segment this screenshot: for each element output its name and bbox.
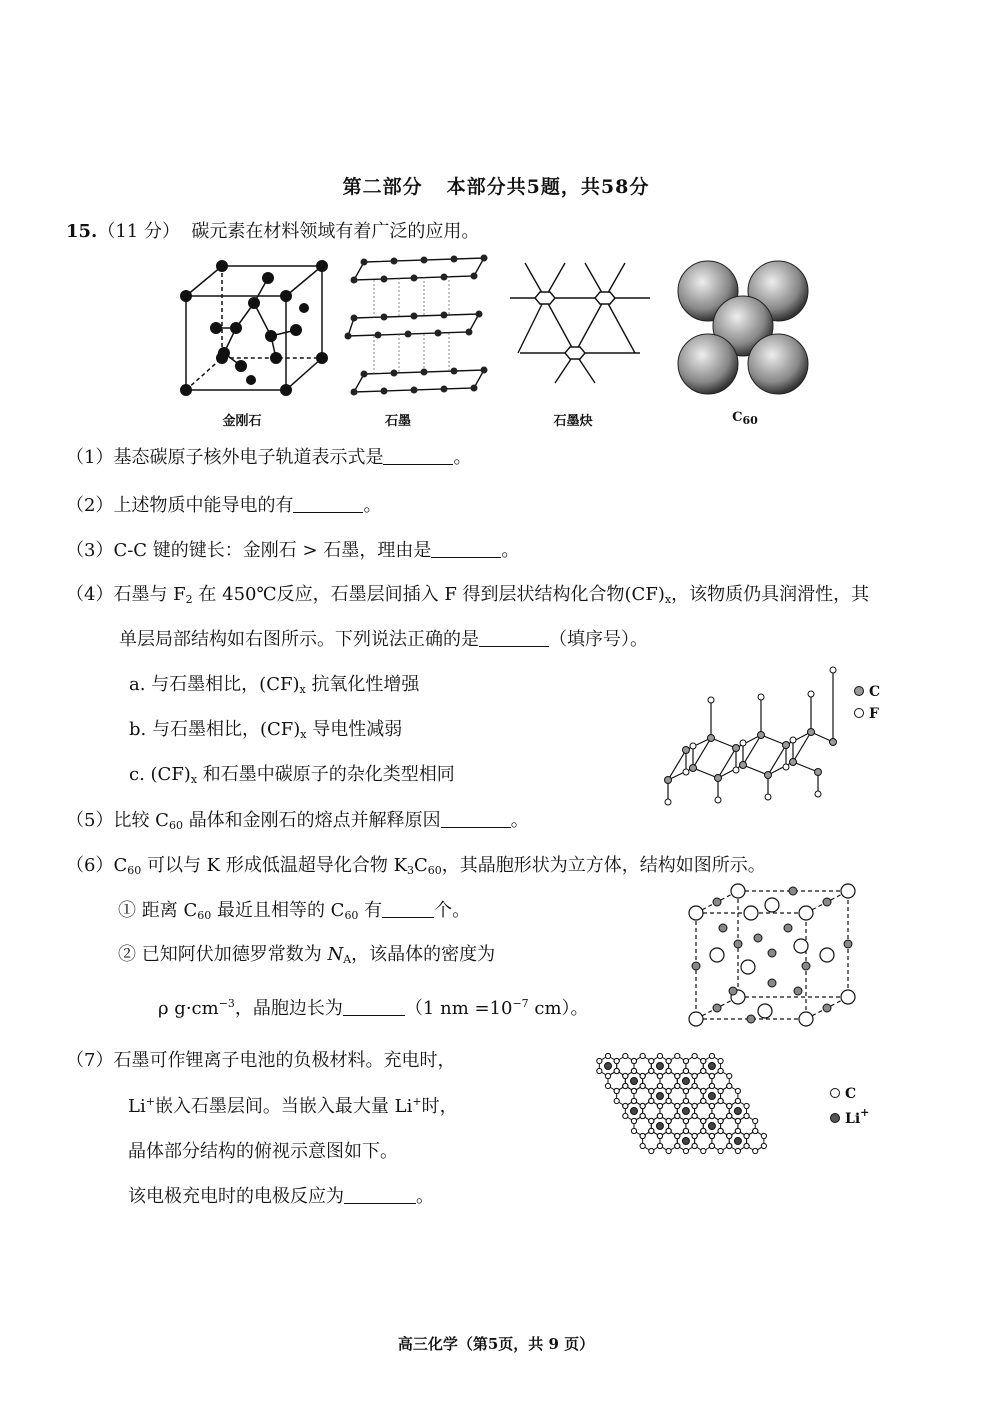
carbon-atom [640, 1073, 645, 1078]
carbon-atom [657, 1103, 662, 1108]
graphite-structure-figure [344, 252, 494, 397]
carbon-atom [692, 1103, 697, 1108]
carbon-atom [709, 1103, 714, 1108]
carbon-atom [709, 1143, 714, 1148]
carbon-atom [718, 1118, 723, 1123]
part-2: （2）上述物质中能导电的有 。 [66, 495, 382, 516]
figure-label-graphite: 石墨 [384, 414, 411, 429]
lithium-ion [708, 1123, 715, 1130]
figure-label-c60: $C_{60}$ [732, 410, 758, 427]
lithium-ion [630, 1108, 637, 1115]
part-4: （4）石墨与 $F_2$ 在 450℃反应，石墨层间插入 F 得到层状结构化合物$(CF)_x$，该物质仍具润滑性，其 [66, 584, 870, 606]
section-name: 第二部分 [342, 176, 423, 198]
carbon-atom [640, 1113, 645, 1118]
lithium-ion [630, 1078, 637, 1085]
carbon-atom [675, 1143, 680, 1148]
carbon-atom [727, 1103, 732, 1108]
section-title [0, 172, 992, 199]
carbon-atom [718, 1098, 723, 1103]
carbon-atom [614, 1098, 619, 1103]
carbon-atom [701, 1088, 706, 1093]
carbon-atom [753, 1128, 758, 1133]
carbon-atom [623, 1083, 628, 1088]
carbon-atom [649, 1148, 654, 1153]
part-6-3: ρ $g\cdot cm^{-3}$，晶胞边长为 （1 nm $=10^{-7}$ cm）。 [158, 997, 589, 1019]
carbon-atom [683, 1118, 688, 1123]
lithium-ion [734, 1138, 741, 1145]
carbon-atom [623, 1113, 628, 1118]
answer-blank-2[interactable] [293, 498, 363, 513]
carbon-atom [657, 1143, 662, 1148]
lithium-ion [682, 1078, 689, 1085]
carbon-atom [701, 1068, 706, 1073]
carbon-atom [735, 1148, 740, 1153]
diamond-structure-figure [176, 258, 336, 398]
lithium-ion [708, 1063, 715, 1070]
carbon-atom [605, 1073, 610, 1078]
carbon-atom [605, 1083, 610, 1088]
carbon-atom [692, 1113, 697, 1118]
carbon-atom [649, 1128, 654, 1133]
lithium-ion [605, 1063, 612, 1070]
question-points: （11 分） [97, 221, 180, 242]
carbon-atom [718, 1068, 723, 1073]
carbon-atom [683, 1128, 688, 1133]
carbon-atom [623, 1103, 628, 1108]
lithium-ion [734, 1108, 741, 1115]
part-6-1: ① 距离 $C_{60}$ 最近且相等的 $C_{60}$ 有 个。 [118, 900, 471, 922]
carbon-atom [614, 1088, 619, 1093]
carbon-atom [744, 1143, 749, 1148]
carbon-atom [709, 1113, 714, 1118]
carbon-atom [744, 1133, 749, 1138]
lithium-ion [656, 1123, 663, 1130]
cf-layer-structure-figure [658, 660, 843, 815]
carbon-atom [735, 1128, 740, 1133]
carbon-atom [631, 1098, 636, 1103]
answer-blank-7[interactable] [344, 1189, 416, 1204]
carbon-atom [692, 1053, 697, 1058]
carbon-atom [631, 1118, 636, 1123]
part-7-line1: （7）石墨可作锂离子电池的负极材料。充电时， [66, 1050, 456, 1071]
carbon-atom [657, 1133, 662, 1138]
answer-blank-5[interactable] [441, 813, 511, 828]
part-5: （5）比较 $C_{60}$ 晶体和金刚石的熔点并解释原因 。 [66, 810, 529, 832]
carbon-atom [701, 1128, 706, 1133]
carbon-atom [623, 1073, 628, 1078]
carbon-atom [614, 1068, 619, 1073]
carbon-atom [683, 1068, 688, 1073]
carbon-atom [657, 1073, 662, 1078]
legend-cf: C F [854, 684, 880, 722]
carbon-atom [718, 1088, 723, 1093]
answer-blank-1[interactable] [383, 450, 453, 465]
carbon-atom [649, 1058, 654, 1063]
carbon-atom [701, 1118, 706, 1123]
question-stem: 碳元素在材料领域有着广泛的应用。 [191, 221, 480, 242]
carbon-atom [701, 1098, 706, 1103]
carbon-atom [727, 1143, 732, 1148]
carbon-atom [718, 1128, 723, 1133]
carbon-atom [709, 1083, 714, 1088]
answer-blank-6-2[interactable] [343, 1001, 405, 1016]
carbon-atom [727, 1073, 732, 1078]
carbon-atom [657, 1053, 662, 1058]
carbon-atom [701, 1148, 706, 1153]
answer-blank-6-1[interactable] [382, 903, 434, 918]
option-a: a. 与石墨相比，$(CF)_x$ 抗氧化性增强 [129, 674, 420, 696]
carbon-atom [709, 1073, 714, 1078]
carbon-atom [666, 1128, 671, 1133]
option-b: b. 与石墨相比，$(CF)_x$ 导电性减弱 [129, 719, 403, 741]
graphyne-structure-figure [510, 258, 650, 383]
carbon-atom [666, 1088, 671, 1093]
carbon-atom [649, 1118, 654, 1123]
carbon-atom [631, 1068, 636, 1073]
carbon-atom [640, 1143, 645, 1148]
carbon-atom [666, 1118, 671, 1123]
carbon-atom [597, 1058, 602, 1063]
carbon-atom [727, 1133, 732, 1138]
carbon-atom [623, 1053, 628, 1058]
lithium-ion [682, 1138, 689, 1145]
question-header [66, 217, 479, 243]
carbon-atom [631, 1128, 636, 1133]
carbon-atom [683, 1058, 688, 1063]
carbon-atom [692, 1073, 697, 1078]
carbon-atom [744, 1103, 749, 1108]
carbon-atom [640, 1103, 645, 1108]
carbon-atom [640, 1133, 645, 1138]
carbon-atom [675, 1103, 680, 1108]
carbon-atom [753, 1118, 758, 1123]
carbon-atom [614, 1058, 619, 1063]
lithium-ion [656, 1063, 663, 1070]
carbon-atom [761, 1133, 766, 1138]
carbon-atom [666, 1058, 671, 1063]
carbon-atom [692, 1143, 697, 1148]
carbon-atom [683, 1148, 688, 1153]
carbon-atom [675, 1113, 680, 1118]
carbon-atom [631, 1058, 636, 1063]
part-7-line3: 晶体部分结构的俯视示意图如下。 [128, 1141, 398, 1162]
carbon-atom [675, 1083, 680, 1088]
carbon-atom [761, 1143, 766, 1148]
carbon-atom [666, 1148, 671, 1153]
carbon-atom [649, 1098, 654, 1103]
c60-crystal-figure [668, 256, 818, 406]
carbon-atom [683, 1088, 688, 1093]
carbon-atom [666, 1068, 671, 1073]
lithium-graphite-top-view-figure [594, 1052, 824, 1192]
figure-label-graphyne: 石墨炔 [553, 414, 593, 429]
carbon-atom [640, 1053, 645, 1058]
carbon-atom [692, 1133, 697, 1138]
carbon-atom [692, 1083, 697, 1088]
carbon-atom [709, 1133, 714, 1138]
carbon-atom [753, 1148, 758, 1153]
page-footer: 高三化学（第5页，共 9 页） [397, 1335, 595, 1353]
figure-label-diamond: 金刚石 [222, 414, 262, 429]
part-6-2: ② 已知阿伏加德罗常数为 $N_A$，该晶体的密度为 [118, 944, 496, 966]
option-c: c. $(CF)_x$ 和石墨中碳原子的杂化类型相同 [129, 764, 455, 786]
lithium-ion [708, 1093, 715, 1100]
carbon-atom [744, 1113, 749, 1118]
lithium-ion [682, 1108, 689, 1115]
carbon-atom [657, 1113, 662, 1118]
carbon-atom [597, 1068, 602, 1073]
part-4-line2: 单层局部结构如右图所示。下列说法正确的是 （填序号）。 [119, 629, 648, 650]
part-3: （3）C-C 键的键长：金刚石 > 石墨，理由是 。 [66, 540, 520, 561]
carbon-atom [718, 1058, 723, 1063]
carbon-atom [675, 1073, 680, 1078]
carbon-atom [657, 1083, 662, 1088]
answer-blank-3[interactable] [431, 543, 501, 558]
carbon-atom [631, 1088, 636, 1093]
section-subtitle: 本部分共5题，共58分 [446, 176, 650, 198]
carbon-atom [727, 1083, 732, 1088]
carbon-atom [649, 1068, 654, 1073]
k3c60-unit-cell-figure [688, 883, 860, 1029]
answer-blank-4[interactable] [479, 632, 549, 647]
carbon-atom [735, 1118, 740, 1123]
carbon-atom [675, 1133, 680, 1138]
question-number: 15. [66, 221, 98, 242]
part-7-line4: 该电极充电时的电极反应为 。 [128, 1186, 434, 1207]
carbon-atom [727, 1113, 732, 1118]
carbon-atom [666, 1098, 671, 1103]
lithium-ion [656, 1093, 663, 1100]
carbon-atom [735, 1098, 740, 1103]
carbon-atom [718, 1148, 723, 1153]
carbon-atom [649, 1088, 654, 1093]
part-6: $(6)C_{60}$ 可以与 K 形成低温超导化合物 $K_3C_{60}$，其晶胞形状为立方体，结构如图所示。 [66, 855, 766, 877]
part-1: （1）基态碳原子核外电子轨道表示式是 。 [66, 447, 472, 468]
carbon-atom [683, 1098, 688, 1103]
carbon-atom [640, 1083, 645, 1088]
legend-li: C Li+ [830, 1086, 869, 1127]
carbon-atom [735, 1088, 740, 1093]
part-7-line2: Li+嵌入石墨层间。当嵌入最大量 Li+时， [128, 1095, 458, 1117]
carbon-atom [709, 1053, 714, 1058]
carbon-atom [675, 1053, 680, 1058]
carbon-atom [701, 1058, 706, 1063]
carbon-atom [605, 1053, 610, 1058]
